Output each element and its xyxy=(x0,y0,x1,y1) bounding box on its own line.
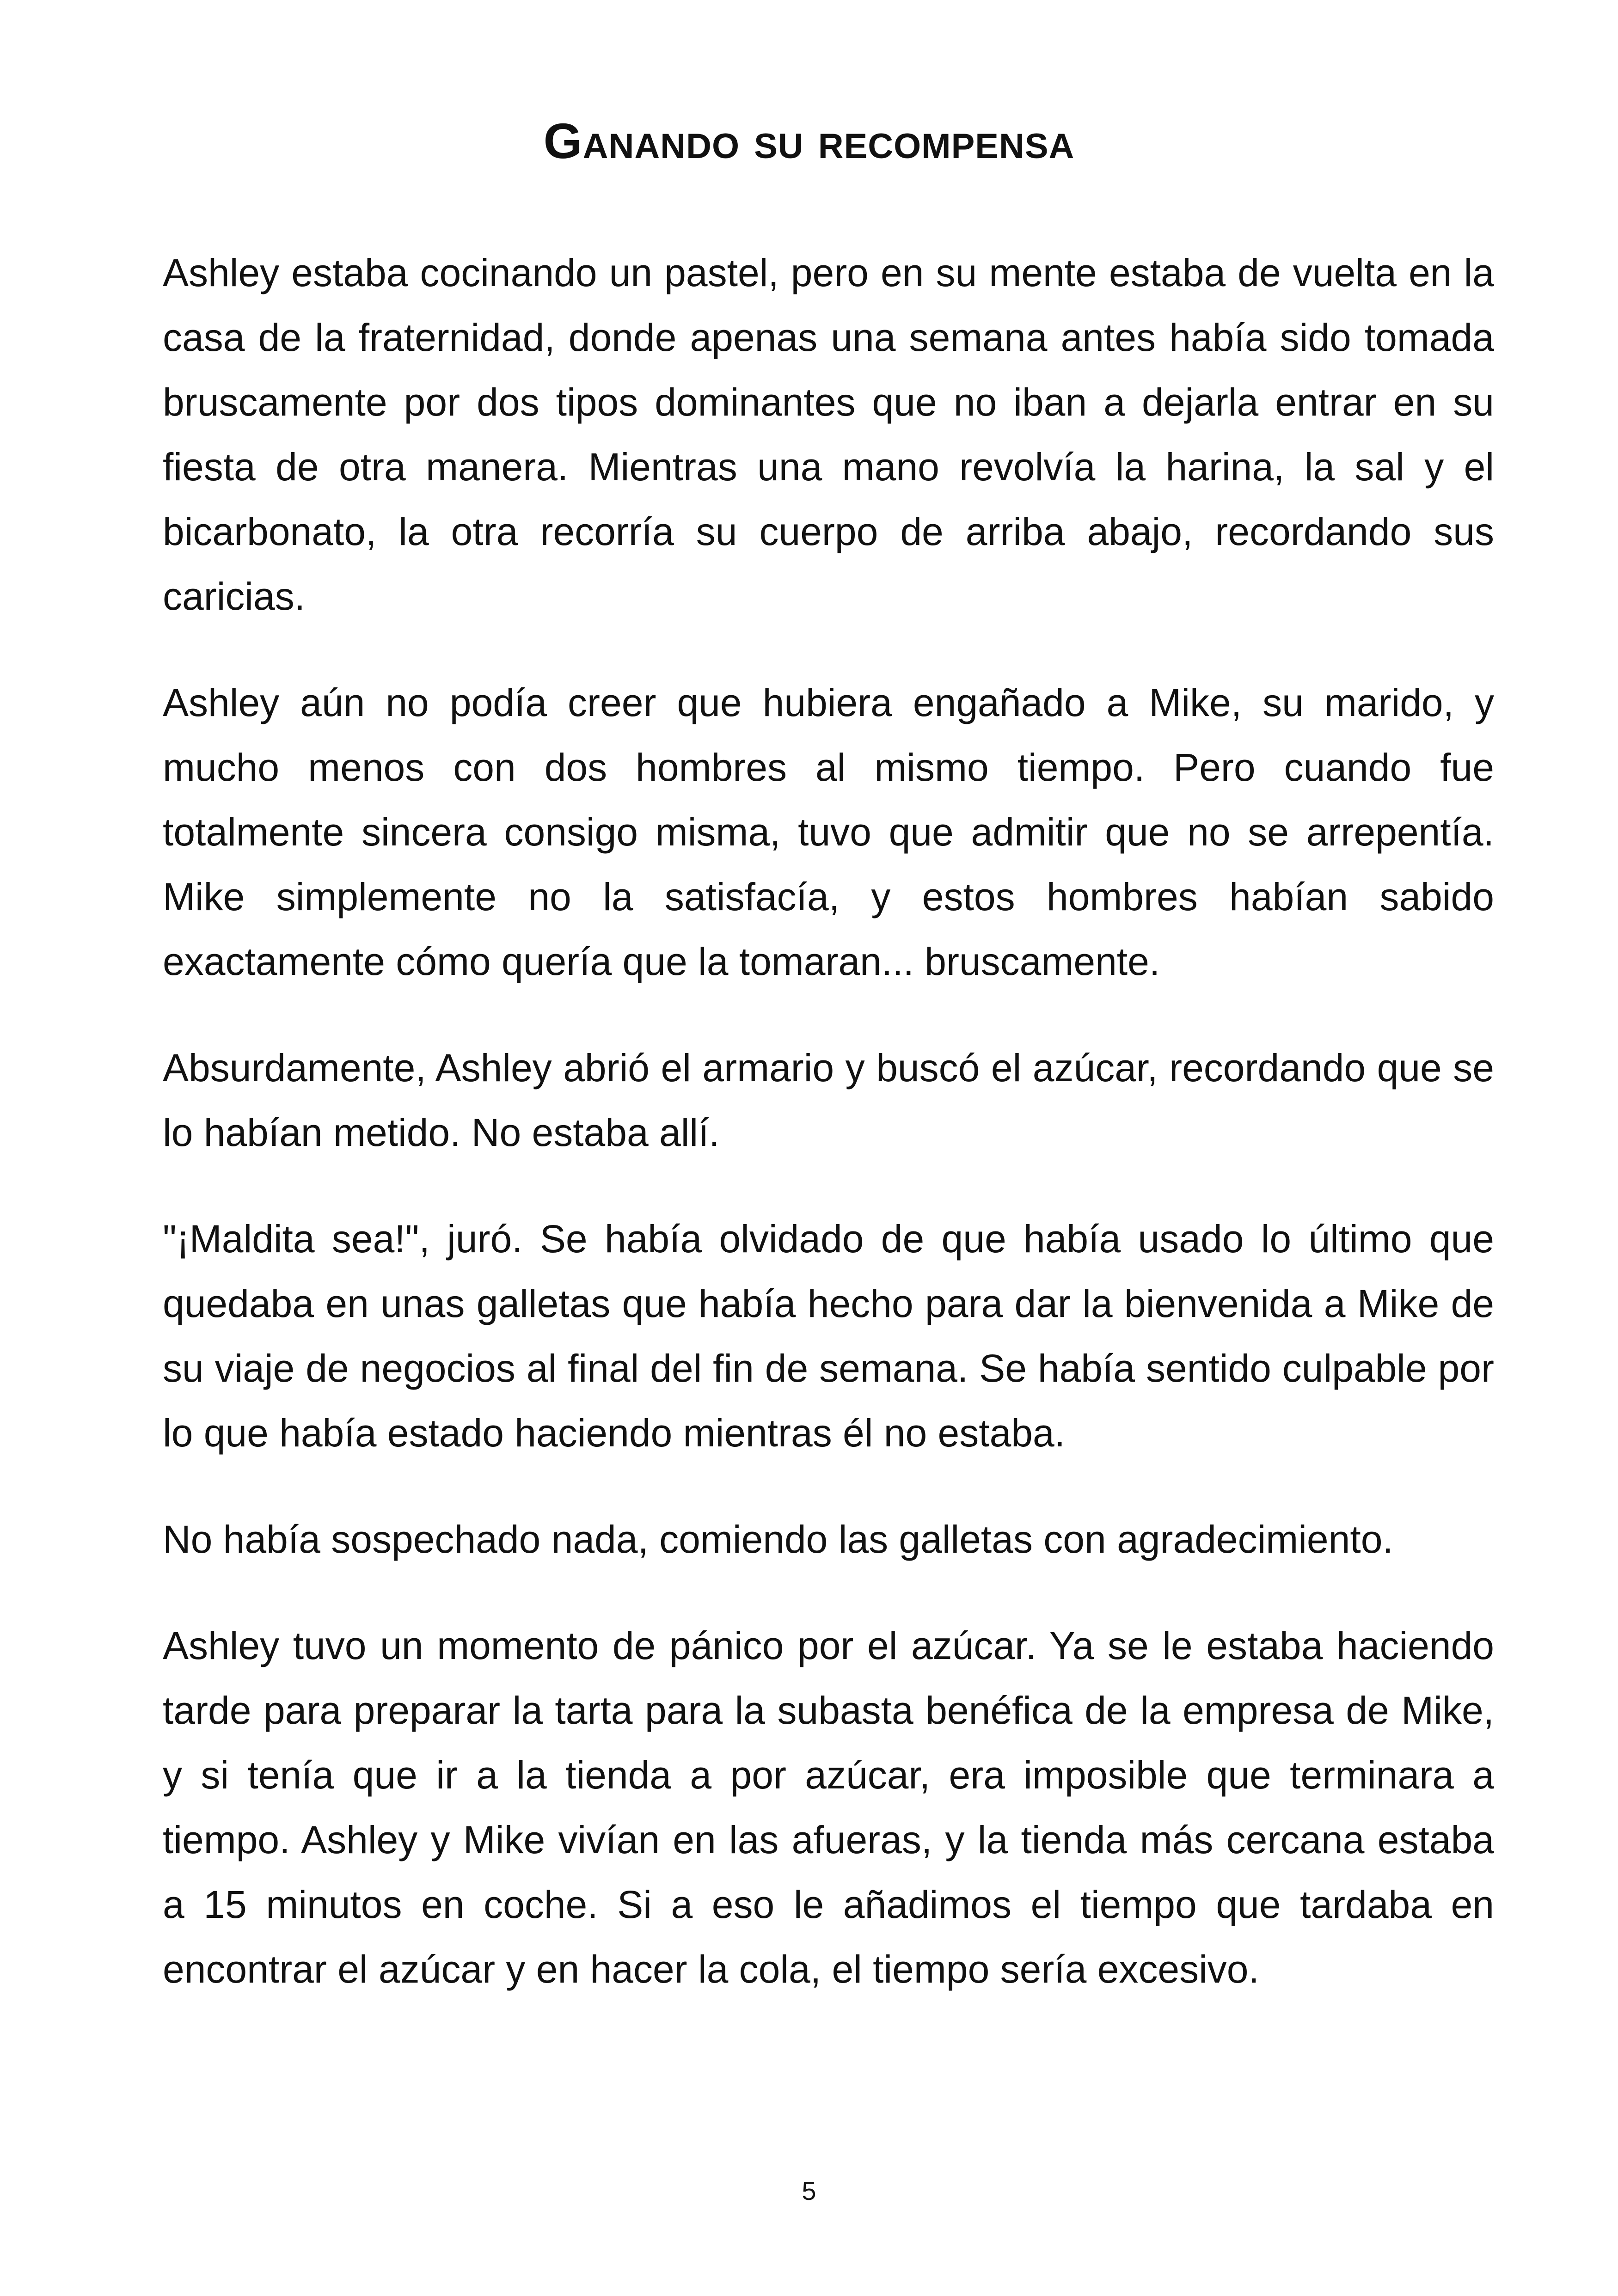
paragraph: Ashley aún no podía creer que hubiera engañado a Mike, su marido, y mucho menos con dos hombres al mismo tiempo. Pero cuando fue totalmente sincera consigo misma, tuvo que admitir que no se arrepentía. Mike simplemente no la satisfacía, y estos hombres habían sabido exactamente cómo quería que la tomaran... bruscamente. xyxy=(163,681,1494,983)
chapter-title: Ganando su recompensa xyxy=(543,113,1075,169)
paragraph: "¡Maldita sea!", juró. Se había olvidado de que había usado lo último que quedaba en unas galletas que había hecho para dar la bienvenida a Mike de su viaje de negocios al final del fin de semana. Se había sentido culpable por lo que había estado haciendo mientras él no estaba. xyxy=(163,1217,1494,1455)
page-number: 5 xyxy=(802,2176,816,2205)
body-text xyxy=(163,240,1494,2043)
paragraph: Absurdamente, Ashley abrió el armario y buscó el azúcar, recordando que se lo habían metido. No estaba allí. xyxy=(163,1046,1494,1154)
paragraph: Ashley tuvo un momento de pánico por el azúcar. Ya se le estaba haciendo tarde para preparar la tarta para la subasta benéfica de la empresa de Mike, y si tenía que ir a la tienda a por azúcar, era imposible que terminara a tiempo. Ashley y Mike vivían en las afueras, y la tienda más cercana estaba a 15 minutos en coche. Si a eso le añadimos el tiempo que tardaba en encontrar el azúcar y en hacer la cola, el tiempo sería excesivo. xyxy=(163,1624,1494,1991)
paragraph: No había sospechado nada, comiendo las galletas con agradecimiento. xyxy=(163,1518,1393,1561)
paragraph: Ashley estaba cocinando un pastel, pero en su mente estaba de vuelta en la casa de la fraternidad, donde apenas una semana antes había sido tomada bruscamente por dos tipos dominantes que no iban a dejarla entrar en su fiesta de otra manera. Mientras una mano revolvía la harina, la sal y el bicarbonato, la otra recorría su cuerpo de arriba abajo, recordando sus caricias. xyxy=(163,251,1494,618)
